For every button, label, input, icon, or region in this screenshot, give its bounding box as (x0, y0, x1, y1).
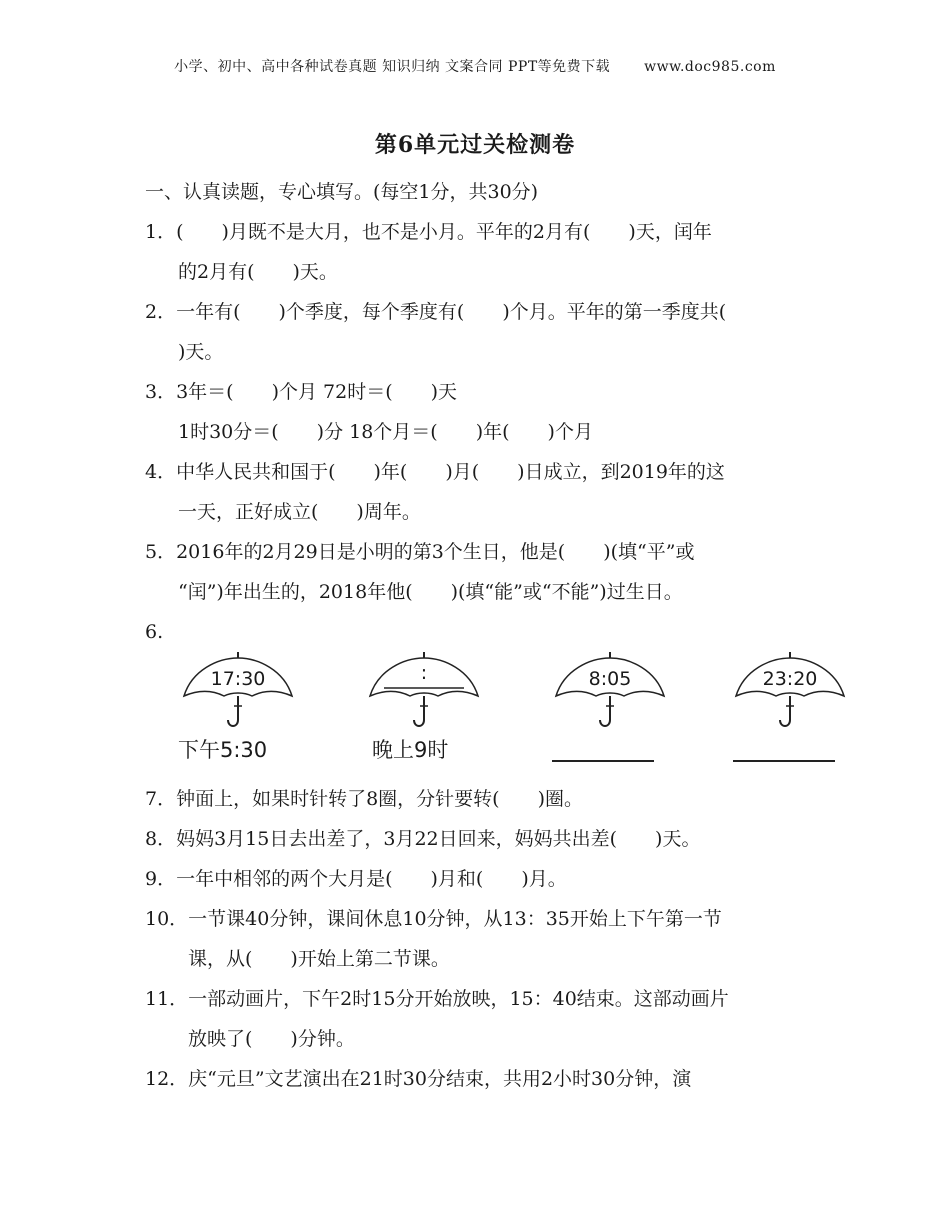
umbrella-caption: 下午5:30 (178, 738, 268, 762)
question-2-line-2: )天。 (178, 341, 224, 363)
umbrella-icon (178, 650, 298, 740)
page-header (0, 56, 950, 76)
umbrella-icon (550, 650, 670, 740)
question-3-line-1: 3．3年＝( )个月 72时＝( )天 (145, 381, 458, 403)
umbrella-time: 23:20 (762, 668, 818, 690)
question-list (145, 178, 825, 658)
header-text: 小学、初中、高中各种试卷真题 知识归纳 文案合同 PPT等免费下载 (174, 59, 611, 75)
question-9: 9．一年中相邻的两个大月是( )月和( )月。 (145, 868, 567, 890)
question-5-line-1: 5．2016年的2月29日是小明的第3个生日，他是( )(填“平”或 (145, 541, 695, 563)
umbrella-time: 8:05 (588, 668, 632, 690)
header-url[interactable]: www.doc985.com (644, 59, 776, 75)
umbrella-time: : (420, 662, 428, 684)
umbrella-icon (730, 650, 850, 740)
question-11-line-2: 放映了( )分钟。 (188, 1028, 355, 1050)
question-3-line-2: 1时30分＝( )分 18个月＝( )年( )个月 (178, 421, 593, 443)
umbrella-figures (170, 650, 850, 770)
umbrella-caption: 晚上9时 (372, 738, 449, 762)
answer-blank-line[interactable] (552, 760, 654, 762)
question-list-2 (145, 785, 825, 1105)
umbrella-4 (730, 650, 850, 770)
question-10-line-1: 10．一节课40分钟，课间休息10分钟，从13：35开始上下午第一节 (145, 908, 722, 930)
question-8: 8．妈妈3月15日去出差了，3月22日回来，妈妈共出差( )天。 (145, 828, 701, 850)
page-title: 第6单元过关检测卷 (374, 132, 576, 158)
question-4-line-1: 4．中华人民共和国于( )年( )月( )日成立，到2019年的这 (145, 461, 725, 483)
section-heading: 一、认真读题，专心填写。(每空1分，共30分) (145, 181, 539, 203)
question-12-line-1: 12．庆“元旦”文艺演出在21时30分结束，共用2小时30分钟，演 (145, 1068, 692, 1090)
question-6-number: 6. (145, 621, 164, 643)
answer-blank-line[interactable] (733, 760, 835, 762)
umbrella-time: 17:30 (210, 668, 266, 690)
question-11-line-1: 11．一部动画片，下午2时15分开始放映，15：40结束。这部动画片 (145, 988, 729, 1010)
question-4-line-2: 一天，正好成立( )周年。 (178, 501, 421, 523)
question-7: 7．钟面上，如果时针转了8圈，分针要转( )圈。 (145, 788, 584, 810)
question-10-line-2: 课，从( )开始上第二节课。 (188, 948, 450, 970)
question-5-line-2: “闰”)年出生的，2018年他( )(填“能”或“不能”)过生日。 (178, 581, 683, 603)
umbrella-3 (550, 650, 670, 770)
question-1-line-1: 1．( )月既不是大月，也不是小月。平年的2月有( )天，闰年 (145, 221, 712, 243)
question-2-line-1: 2．一年有( )个季度，每个季度有( )个月。平年的第一季度共( (145, 301, 727, 323)
question-1-line-2: 的2月有( )天。 (178, 261, 338, 283)
